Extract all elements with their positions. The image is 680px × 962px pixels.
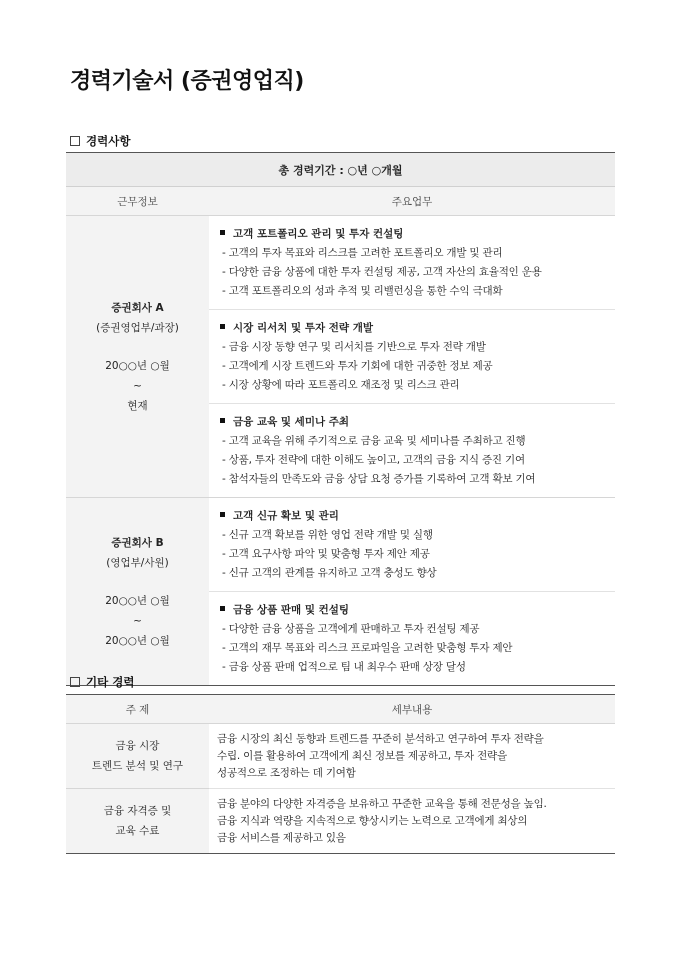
company-a-dept: (증권영업부/과장): [96, 321, 179, 334]
checkbox-square-icon: [70, 136, 80, 146]
other-topic: 금융 자격증 및 교육 수료: [66, 789, 209, 854]
duty-block: [209, 498, 615, 592]
duty-item: - 고객 교육을 위해 주기적으로 금융 교육 및 세미나를 주최하고 진행: [222, 435, 526, 447]
col-duties-header: 주요업무: [209, 187, 615, 216]
other-detail: 금융 시장의 최신 동향과 트렌드를 꾸준히 분석하고 연구하여 투자 전략을 수립. 이를 활용하여 고객에게 최신 정보를 제공하고, 투자 전략을 성공적으로 조정하는 데 기여함: [209, 724, 615, 789]
company-b-row-1: [66, 498, 615, 592]
career-header-row: [66, 187, 615, 216]
career-section-label: 경력사항: [86, 134, 131, 148]
duty-block: [209, 310, 615, 404]
duty-item: - 고객의 재무 목표와 리스크 프로파일을 고려한 맞춤형 투자 제안: [222, 642, 513, 654]
other-topic: 금융 시장 트렌드 분석 및 연구: [66, 724, 209, 789]
other-section-label: 기타 경력: [86, 675, 135, 689]
company-b-info: [66, 498, 209, 686]
other-career-table: [66, 694, 615, 854]
duty-item: - 신규 고객의 관계를 유지하고 고객 충성도 향상: [222, 567, 437, 579]
bullet-square-icon: [220, 418, 225, 423]
company-b-name: 증권회사 B: [111, 536, 164, 549]
company-a-row-1: [66, 216, 615, 310]
other-row: [66, 724, 615, 789]
total-period-row: [66, 153, 615, 187]
page-title: 경력기술서 (증권영업직): [70, 69, 304, 94]
duty-item: - 참석자들의 만족도와 금융 상담 요청 증가를 기록하여 고객 확보 기여: [222, 473, 536, 485]
bullet-square-icon: [220, 606, 225, 611]
company-a-period: 20○○년 ○월 ~ 현재: [105, 359, 170, 412]
duty-title: 고객 신규 확보 및 관리: [233, 510, 339, 522]
career-section-heading: [70, 133, 130, 149]
col-detail-header: 세부내용: [209, 695, 615, 724]
career-table: [66, 152, 615, 686]
total-period: 총 경력기간 : ○년 ○개월: [66, 153, 615, 187]
other-detail: 금융 분야의 다양한 자격증을 보유하고 꾸준한 교육을 통해 전문성을 높임. 금융 지식과 역량을 지속적으로 향상시키는 노력으로 고객에게 최상의 금융 서비스를 제공하고 있음: [209, 789, 615, 854]
duty-item: - 고객 포트폴리오의 성과 추적 및 리밸런싱을 통한 수익 극대화: [222, 285, 503, 297]
duty-item: - 금융 시장 동향 연구 및 리서치를 기반으로 투자 전략 개발: [222, 341, 486, 353]
duty-item: - 다양한 금융 상품에 대한 투자 컨설팅 제공, 고객 자산의 효율적인 운용: [222, 266, 542, 278]
duty-item: - 금융 상품 판매 업적으로 팀 내 최우수 판매 상장 달성: [222, 661, 466, 673]
duty-title: 금융 상품 판매 및 컨설팅: [233, 604, 350, 616]
duty-item: - 고객의 투자 목표와 리스크를 고려한 포트폴리오 개발 및 관리: [222, 247, 503, 259]
duty-title: 시장 리서치 및 투자 전략 개발: [233, 322, 373, 334]
checkbox-square-icon: [70, 677, 80, 687]
duty-block: [209, 404, 615, 498]
duty-block: [209, 592, 615, 686]
duty-item: - 신규 고객 확보를 위한 영업 전략 개발 및 실행: [222, 529, 433, 541]
duty-item: - 상품, 투자 전략에 대한 이해도 높이고, 고객의 금융 지식 증진 기여: [222, 454, 525, 466]
duty-block: [209, 216, 615, 310]
duty-item: - 고객 요구사항 파악 및 맞춤형 투자 제안 제공: [222, 548, 430, 560]
duty-item: - 다양한 금융 상품을 고객에게 판매하고 투자 컨설팅 제공: [222, 623, 480, 635]
duty-item: - 시장 상황에 따라 포트폴리오 재조정 및 리스크 관리: [222, 379, 460, 391]
company-a-name: 증권회사 A: [111, 301, 164, 314]
other-row: [66, 789, 615, 854]
bullet-square-icon: [220, 324, 225, 329]
col-company-header: 근무정보: [66, 187, 209, 216]
company-b-dept: (영업부/사원): [106, 556, 169, 569]
col-topic-header: 주 제: [66, 695, 209, 724]
duty-title: 금융 교육 및 세미나 주최: [233, 416, 350, 428]
duty-title: 고객 포트폴리오 관리 및 투자 컨설팅: [233, 228, 404, 240]
company-a-info: [66, 216, 209, 498]
bullet-square-icon: [220, 512, 225, 517]
bullet-square-icon: [220, 230, 225, 235]
duty-item: - 고객에게 시장 트렌드와 투자 기회에 대한 귀중한 정보 제공: [222, 360, 493, 372]
other-section-heading: [70, 674, 134, 690]
other-header-row: [66, 695, 615, 724]
company-b-period: 20○○년 ○월 ~ 20○○년 ○월: [105, 594, 170, 647]
